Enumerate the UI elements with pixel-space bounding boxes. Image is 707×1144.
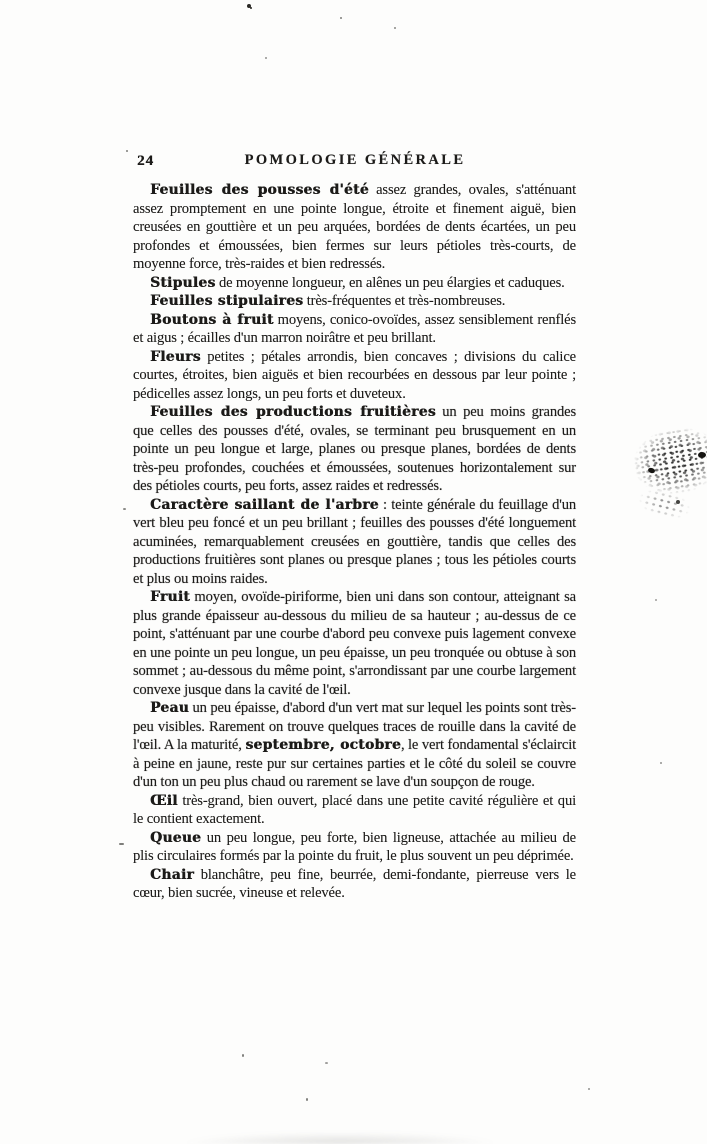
- paragraph-chair: [133, 866, 576, 903]
- paragraph-caractere-saillant: [133, 496, 576, 589]
- ink-blob: [698, 452, 706, 458]
- scan-speck: [660, 762, 662, 764]
- paragraph-fruit: [133, 588, 576, 699]
- paragraph-boutons-a-fruit: [133, 311, 576, 348]
- scan-speck: [265, 57, 267, 59]
- scan-speck: [123, 508, 126, 510]
- paragraph-queue: [133, 829, 576, 866]
- paragraph-body: moyen, ovoïde-piriforme, bien uni dans son contour, atteignant sa plus grande épaisseur au-dessous du milieu de sa hauteur ; au-dessus de ce point, s'atténuant par une courbe d'abord peu convexe puis lagement convexe en une pointe un peu longue, un peu épaisse, un peu tronquée ou obtuse à son sommet ; au-dessous du même point, s'arrondissant par une courbe largement convexe jusque dans la cavité de l'œil.: [133, 589, 576, 698]
- paragraph-lead: Feuilles des productions fruitières: [150, 404, 436, 420]
- scan-speck: [325, 1062, 328, 1064]
- paragraph-body: un peu longue, peu forte, bien ligneuse, attachée au milieu de plis circulaires formés par la pointe du fruit, le plus souvent un peu déprimée.: [133, 829, 576, 864]
- paragraph-body: blanchâtre, peu fine, beurrée, demi-fondante, pierreuse vers le cœur, bien sucrée, vineuse et relevée.: [133, 866, 576, 901]
- paragraph-body: , le vert fondamental s'éclaircit à peine en jaune, reste pur sur certaines parties et le côté du soleil se couvre d'un ton un peu plus chaud ou rarement se lave d'un soupçon de rouge.: [133, 737, 577, 790]
- paragraph-lead: Chair: [150, 866, 194, 883]
- paragraph-feuilles-pousses-ete: [133, 181, 576, 274]
- scan-speck: [119, 843, 124, 845]
- paragraph-lead: Boutons à fruit: [150, 311, 274, 328]
- scan-speck: [588, 1088, 590, 1090]
- paragraph-lead: Queue: [150, 829, 202, 846]
- paragraph-body: très-grand, bien ouvert, placé dans une petite cavité régulière et qui le contient exactement.: [133, 792, 576, 827]
- paragraph-body: de moyenne longueur, en alênes un peu élargies et caduques.: [215, 274, 565, 291]
- scan-speck: [655, 599, 657, 601]
- paragraph-body: petites ; pétales arrondis, bien concaves ; divisions du calice courtes, étroites, bien aiguës et bien recourbées en dessous par leur pointe ; pédicelles assez longs, un peu forts et duveteux.: [133, 348, 576, 402]
- paragraph-body: très-fréquentes et très-nombreuses.: [303, 293, 506, 309]
- paragraph-lead: Fleurs: [150, 348, 201, 365]
- paragraph-lead: Stipules: [150, 274, 216, 291]
- paragraph-lead: Caractère saillant de l'arbre: [150, 496, 379, 513]
- scan-speck: [340, 17, 342, 19]
- scan-speck: [242, 1054, 244, 1057]
- maturity-months-bold: septembre, octobre: [245, 737, 401, 753]
- scan-shadow: [180, 1132, 500, 1144]
- paragraph-lead: Œil: [150, 792, 178, 809]
- text-block: [133, 181, 576, 903]
- scan-speck: [126, 150, 128, 152]
- paragraph-feuilles-productions-fruitieres: [133, 403, 576, 496]
- running-title: POMOLOGIE GÉNÉRALE: [244, 152, 466, 168]
- paragraph-body: moyens, conico-ovoïdes, assez sensiblement renflés et aigus ; écailles d'un marron noirâtre et peu brillant.: [133, 311, 577, 346]
- ink-blob: [676, 500, 680, 504]
- paragraph-lead: Peau: [150, 700, 189, 716]
- paragraph-body: : teinte générale du feuillage d'un vert bleu peu foncé et un peu brillant ; feuilles des pousses d'été longuement acuminées, remarquablement creusées en gouttière, tandis que celles des productions fruitières sont planes ou presque planes ; tous les pétioles courts et plus ou moins raides.: [133, 496, 577, 587]
- paragraph-body: un peu moins grandes que celles des pousses d'été, ovales, se terminant peu brusquement en un pointe un peu longue et large, planes ou presque planes, bordées de dents très-peu profondes, couchées et émoussées, soutenues horizontalement sur des pétioles courts, peu forts, assez raides et redressés.: [133, 404, 576, 494]
- paragraph-lead: Feuilles stipulaires: [150, 293, 304, 309]
- paragraph-stipules: [133, 274, 576, 293]
- scan-speck: [394, 27, 396, 29]
- paragraph-body: un peu épaisse, d'abord d'un vert mat sur lequel les points sont très-peu visibles. Rarement on trouve quelques traces de rouille dans la cavité de l'œil. A la maturité,: [133, 700, 576, 753]
- paragraph-lead: Fruit: [150, 589, 190, 605]
- scan-speck: [306, 1098, 308, 1101]
- page-number: 24: [137, 153, 154, 169]
- paragraph-body: assez grandes, ovales, s'atténuant assez promptement en une pointe longue, étroite et finement aiguë, bien creusées en gouttière et un peu arquées, bordées de dents écartées, un peu profondes et émoussées, bien fermes sur leurs pétioles très-courts, de moyenne force, très-raides et bien redressés.: [133, 182, 576, 272]
- paragraph-fleurs: [133, 348, 576, 404]
- scan-speck: [247, 4, 251, 8]
- paragraph-lead: Feuilles des pousses d'été: [150, 182, 369, 198]
- paragraph-feuilles-stipulaires: [133, 292, 576, 311]
- page-header: [133, 152, 577, 174]
- paragraph-oeil: [133, 792, 576, 829]
- paragraph-peau: [133, 699, 576, 792]
